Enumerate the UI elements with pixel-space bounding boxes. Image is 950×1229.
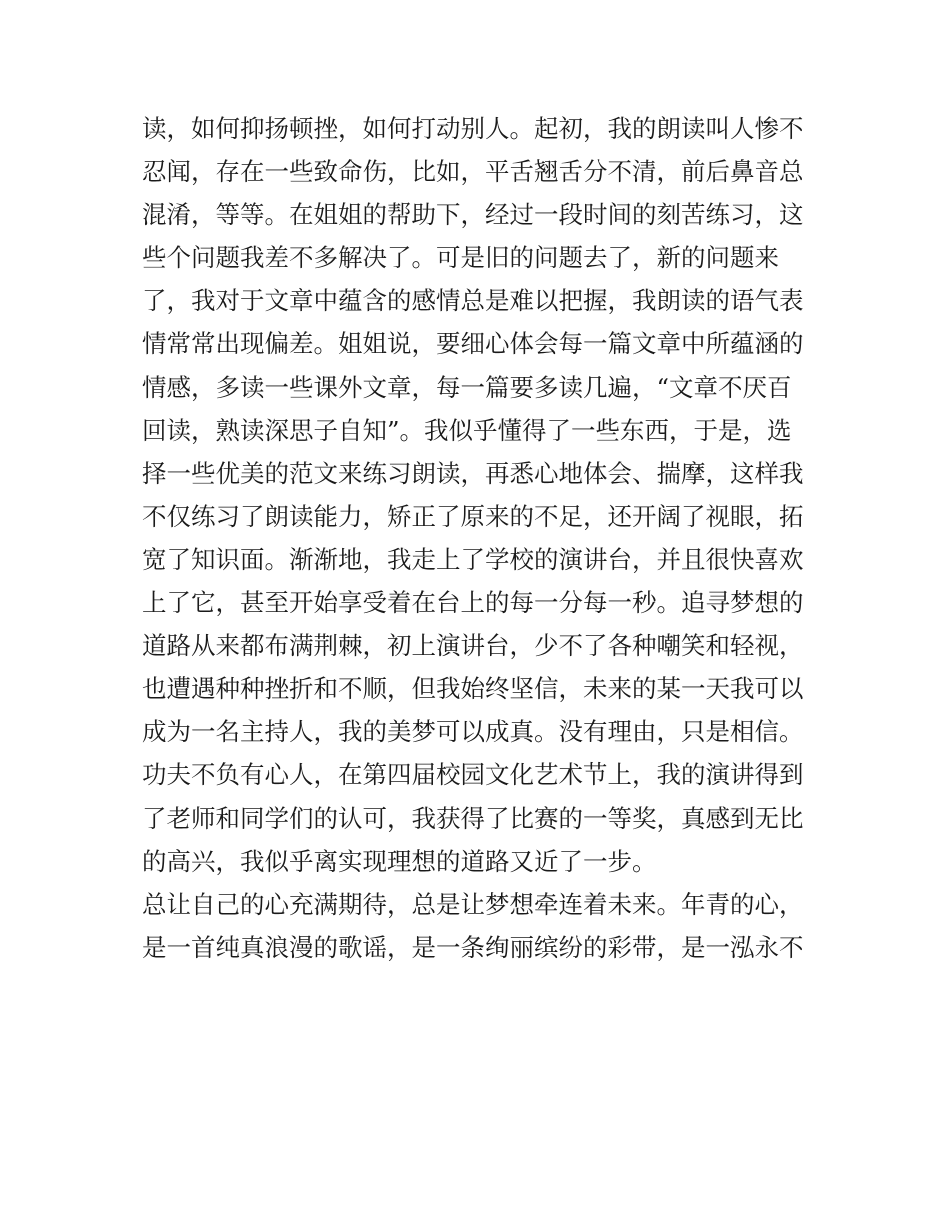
text-line: 也遭遇种种挫折和不顺，但我始终坚信，未来的某一天我可以 xyxy=(142,674,804,704)
text-line: 混淆，等等。在姐姐的帮助下，经过一段时间的刻苦练习，这 xyxy=(142,200,804,230)
text-line: 读，如何抑扬顿挫，如何打动别人。起初，我的朗读叫人惨不 xyxy=(142,114,804,143)
text-line: 宽了知识面。渐渐地，我走上了学校的演讲台，并且很快喜欢 xyxy=(142,544,804,574)
text-line: 的高兴，我似乎离实现理想的道路又近了一步。 xyxy=(142,846,657,876)
text-line: 情感，多读一些课外文章，每一篇要多读几遍，“文章不厌百 xyxy=(142,372,792,402)
text-line: 不仅练习了朗读能力，矫正了原来的不足，还开阔了视眼，拓 xyxy=(142,501,804,531)
text-line: 择一些优美的范文来练习朗读，再悉心地体会、揣摩，这样我 xyxy=(142,458,804,488)
text-line: 回读，熟读深思子自知”。我似乎懂得了一些东西，于是，选 xyxy=(142,415,792,445)
text-line: 些个问题我差不多解决了。可是旧的问题去了，新的问题来 xyxy=(142,243,779,273)
text-line: 总让自己的心充满期待，总是让梦想牵连着未来。年青的心， xyxy=(142,889,804,919)
text-line: 了，我对于文章中蕴含的感情总是难以把握，我朗读的语气表 xyxy=(142,286,804,316)
text-line: 忍闻，存在一些致命伤，比如，平舌翘舌分不清，前后鼻音总 xyxy=(142,157,804,187)
text-line: 情常常出现偏差。姐姐说，要细心体会每一篇文章中所蕴涵的 xyxy=(142,329,804,359)
text-line: 功夫不负有心人，在第四届校园文化艺术节上，我的演讲得到 xyxy=(142,760,804,790)
text-line: 成为一名主持人，我的美梦可以成真。没有理由，只是相信。 xyxy=(142,717,804,747)
text-line: 是一首纯真浪漫的歌谣，是一条绚丽缤纷的彩带，是一泓永不 xyxy=(142,932,804,962)
text-line: 道路从来都布满荆棘，初上演讲台，少不了各种嘲笑和轻视， xyxy=(142,631,804,661)
text-line: 上了它，甚至开始享受着在台上的每一分每一秒。追寻梦想的 xyxy=(142,588,804,618)
text-line: 了老师和同学们的认可，我获得了比赛的一等奖，真感到无比 xyxy=(142,803,804,833)
body-text xyxy=(142,107,822,969)
